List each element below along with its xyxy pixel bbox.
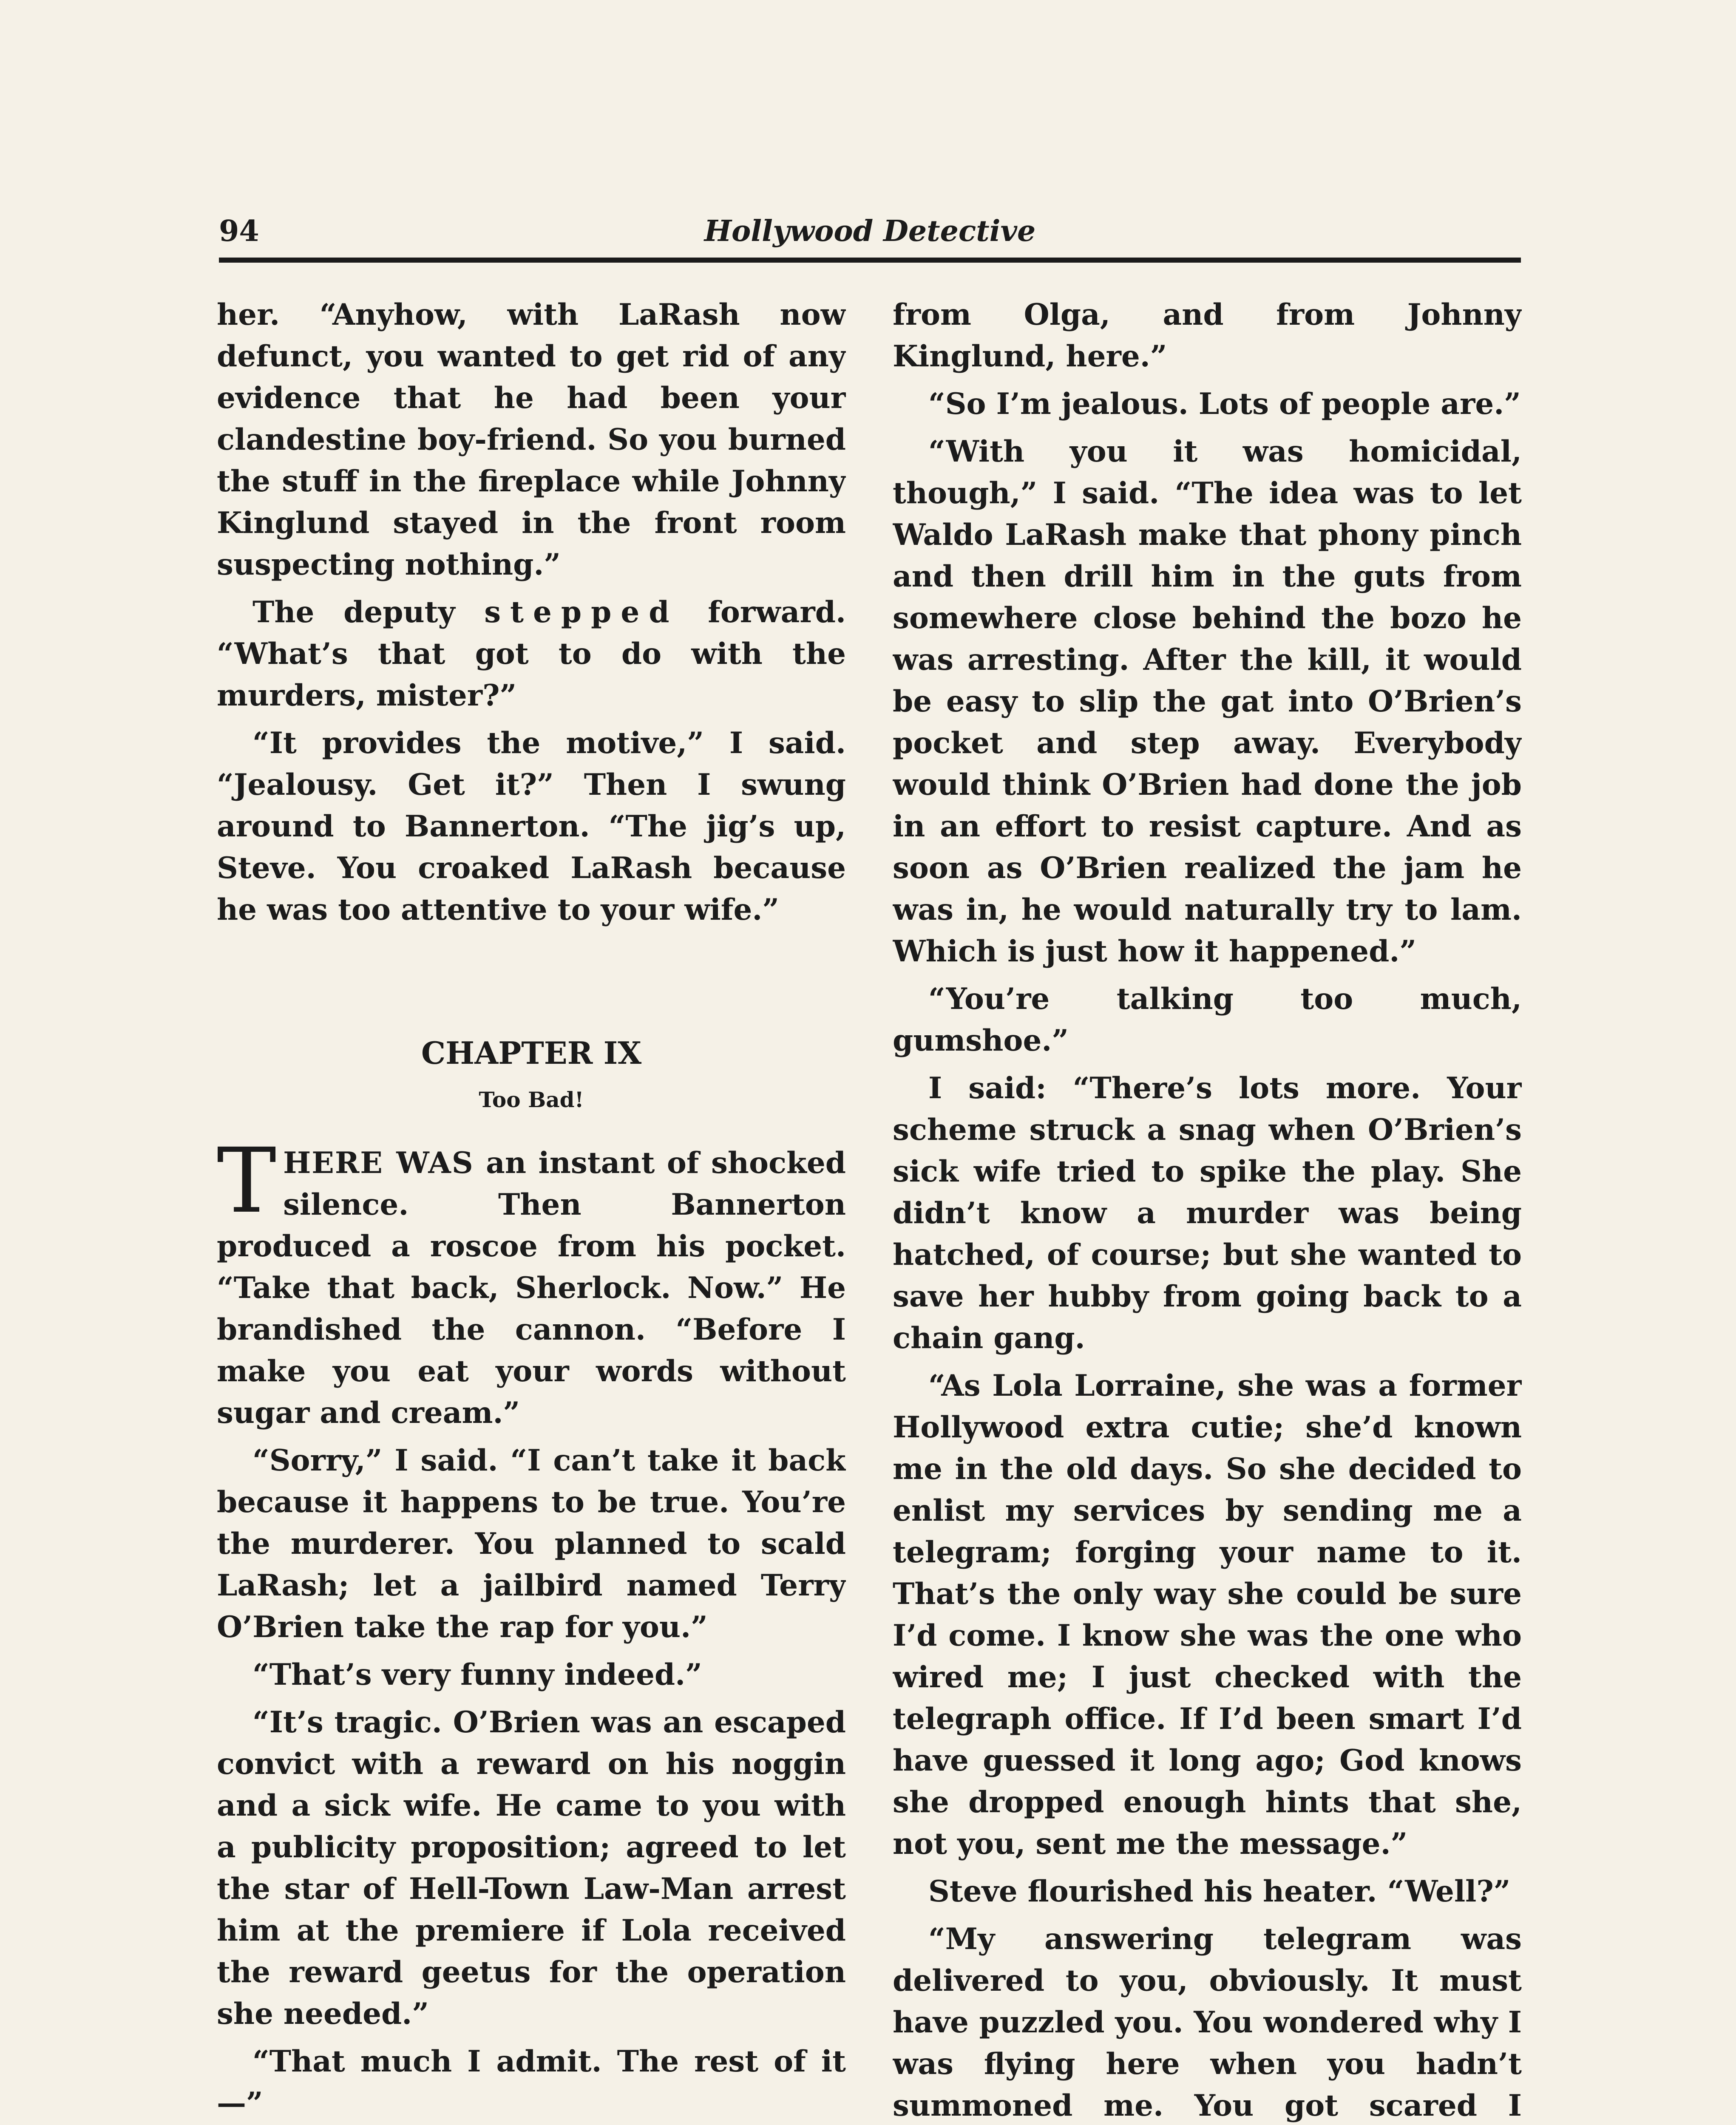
text-run: an instant of shocked silence. Then Bannerton produced a roscoe from his pocket. “Take that back, Sherlock. Now.” He brandished the cannon. “Before I make you eat your words without sugar and cream.”	[217, 1146, 846, 1430]
header-rule	[219, 258, 1521, 263]
paragraph: from Olga, and from Johnny Kinglund, here.”	[893, 298, 1522, 374]
paragraph: “So I’m jealous. Lots of people are.”	[928, 387, 1521, 421]
paragraph	[217, 1129, 846, 1434]
paragraph: “That much I admit. The rest of it—”	[217, 2044, 846, 2120]
paragraph: “With you it was homicidal, though,” I said. “The idea was to let Waldo LaRash make that phony pinch and then drill him in the guts from somewhere close behind the bozo he was arresting. After the kill, it would be easy to slip the gat into O’Brien’s pocket and step away. Everybody would think O’Brien had done the job in an effort to resist capture. And as soon as O’Brien realized the jam he was in, he would naturally try to lam. Which is just how it happened.”	[893, 434, 1522, 969]
text-run: forward. “What’s that got to do with the murders, mister?”	[217, 595, 846, 713]
page-number: 94	[219, 214, 259, 248]
paragraph: her. “Anyhow, with LaRash now defunct, you wanted to get rid of any evidence that he had been your clandestine boy-friend. So you burned the stuff in the fireplace while Johnny Kinglund stayed in the front room suspecting nothing.”	[217, 298, 846, 582]
paragraph: “It provides the motive,” I said. “Jealousy. Get it?” Then I swung around to Bannerton. “The jig’s up, Steve. You croaked LaRash because he was too attentive to your wife.”	[217, 726, 846, 927]
paragraph: “It’s tragic. O’Brien was an escaped convict with a reward on his noggin and a sick wife. He came to you with a publicity proposition; agreed to let the star of Hell-Town Law-Man arrest him at the premiere if Lola received the reward geetus for the operation she needed.”	[217, 1705, 846, 2031]
paragraph: “As Lola Lorraine, she was a former Hollywood extra cutie; she’d known me in the old days. So she decided to enlist my services by sending me a telegram; forging your name to it. That’s the only way she could be sure I’d come. I know she was the one who wired me; I just checked with the telegraph office. If I’d been smart I’d have guessed it long ago; God knows she dropped enough hints that she, not you, sent me the message.”	[893, 1368, 1522, 1861]
spaced-word: stepped	[484, 595, 679, 629]
paragraph: I said: “There’s lots more. Your scheme struck a snag when O’Brien’s sick wife tried to spike the play. She didn’t know a murder was being hatched, of course; but she wanted to save her hubby from going back to a chain gang.	[893, 1071, 1522, 1355]
paragraph: “You’re talking too much, gumshoe.”	[893, 982, 1522, 1058]
left-column	[217, 294, 846, 2125]
right-column	[893, 294, 1522, 2125]
drop-cap: T	[217, 1129, 277, 1233]
text-run: The deputy	[252, 595, 455, 629]
chapter-title: CHAPTER IX	[421, 1035, 642, 1071]
paragraph	[217, 592, 846, 717]
paragraph: “Sorry,” I said. “I can’t take it back because it happens to be true. You’re the murderer. You planned to scald LaRash; let a jailbird named Terry O’Brien take the rap for you.”	[217, 1443, 846, 1644]
lead-in: HERE WAS	[283, 1146, 474, 1180]
chapter-subtitle: Too Bad!	[479, 1087, 584, 1112]
page-header	[219, 214, 1521, 259]
paragraph: Steve flourished his heater. “Well?”	[928, 1874, 1511, 1909]
paragraph: “That’s very funny indeed.”	[252, 1658, 702, 1692]
paragraph: “My answering telegram was delivered to you, obviously. It must have puzzled you. You wondered why I was flying here when you hadn’t summoned me. You got scared I	[893, 1922, 1522, 2123]
running-head: Hollywood Detective	[704, 214, 1036, 248]
